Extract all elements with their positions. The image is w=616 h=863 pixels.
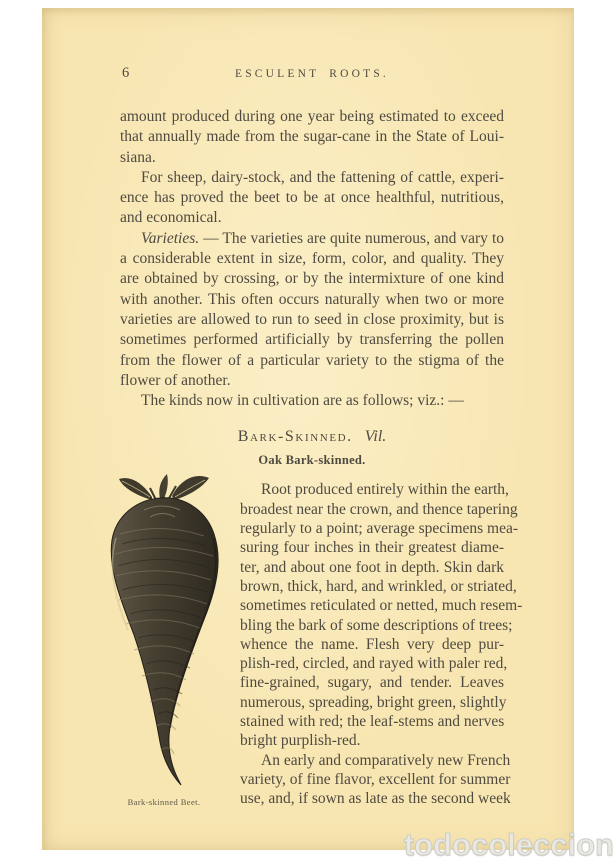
text-line: Root produced entirely within the earth, — [261, 481, 509, 499]
page-number: 6 — [122, 65, 130, 81]
text-line: a considerable extent in size, form, color, and quality. They — [120, 250, 504, 268]
section-subheading: Oak Bark-skinned. — [258, 453, 366, 468]
beet-figure — [100, 472, 228, 807]
text-line: and economical. — [120, 209, 222, 227]
text-line: are obtained by crossing, or by the intermixture of one kind — [120, 270, 504, 288]
text-line: from the flower of a particular variety to the stigma of the — [120, 351, 504, 369]
text-line: bling the bark of some descriptions of trees; — [240, 616, 513, 634]
text-line: stained with red; the leaf-stems and nerves — [240, 713, 505, 731]
paragraph-varieties — [120, 229, 504, 391]
text-line: brown, thick, hard, and wrinkled, or striated, — [240, 577, 517, 595]
text-line: varieties are allowed to run to seed in close proximity, but is — [120, 310, 504, 328]
beet-root-engraving-icon — [100, 472, 228, 794]
figure-caption: Bark-skinned Beet. — [127, 797, 201, 808]
text-line: variety, of fine flavor, excellent for summer — [240, 770, 511, 788]
section-heading — [120, 428, 504, 446]
text-line: ter, and about one foot in depth. Skin dark — [240, 558, 504, 576]
text-line: with another. This often occurs naturally when two or more — [120, 290, 504, 308]
beet-leaves — [119, 474, 209, 500]
text-line: numerous, spreading, bright green, slightly — [240, 693, 507, 711]
text-line: broadest near the crown, and thence tapering — [240, 500, 518, 518]
book-page — [42, 8, 574, 850]
text-line: sometimes performed artificially by transferring the pollen — [120, 331, 504, 349]
section-heading-variant: Vil. — [364, 428, 387, 446]
paragraph-sugar-cane — [120, 107, 504, 168]
text-line: whence the name. Flesh very deep pur- — [240, 635, 504, 653]
text-line: ence has proved the beet to be at once healthful, nutritious, — [120, 189, 504, 207]
text-line: siana. — [120, 148, 156, 166]
text-line: fine-grained, sugary, and tender. Leaves — [240, 674, 504, 692]
text-line: plish-red, circled, and rayed with paler red, — [240, 655, 508, 673]
text-line: The kinds now in cultivation are as follows; viz.: — — [141, 392, 464, 410]
text-line: bright purplish-red. — [240, 732, 361, 750]
section-heading-name: Bark-Skinned. — [237, 428, 353, 446]
text-line: An early and comparatively new French — [261, 751, 511, 769]
text-line: use, and, if sown as late as the second week — [240, 790, 511, 808]
running-header: ESCULENT ROOTS. — [234, 68, 390, 80]
text-line: For sheep, dairy-stock, and the fattening of cattle, experi- — [141, 168, 504, 186]
text-line: suring four inches in their greatest diame- — [240, 539, 504, 557]
paragraph-cattle — [120, 168, 504, 229]
text-line: that annually made from the sugar-cane in the State of Loui- — [120, 128, 504, 146]
text-line: amount produced during one year being estimated to exceed — [120, 108, 504, 125]
text-line: regularly to a point; average specimens mea- — [240, 520, 519, 538]
watermark: todocoleccion — [403, 827, 614, 862]
page-header — [120, 65, 504, 81]
text-line: sometimes reticulated or netted, much resem- — [240, 597, 523, 615]
text-line: Varieties. — The varieties are quite numerous, and vary to — [141, 229, 504, 247]
text-line: flower of another. — [120, 371, 231, 389]
beet-root-body — [111, 498, 218, 785]
paragraph-kinds — [120, 391, 504, 411]
